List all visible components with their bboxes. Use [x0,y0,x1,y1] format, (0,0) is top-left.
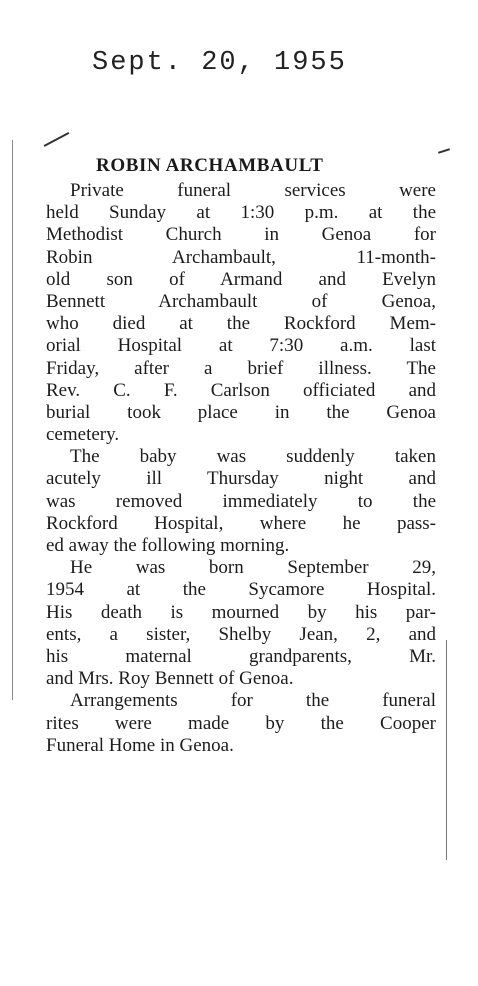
text-line: His death is mourned by his par- [46,601,436,623]
text-line: his maternal grandparents, Mr. [46,645,436,667]
text-line: ents, a sister, Shelby Jean, 2, and [46,623,436,645]
text-line: orial Hospital at 7:30 a.m. last [46,335,436,357]
obituary-headline: ROBIN ARCHAMBAULT [96,155,324,176]
text-line: Robin Archambault, 11-month- [46,246,436,268]
text-line: ed away the following morning. [46,535,290,556]
text-line: Funeral Home in Genoa. [46,734,234,756]
text-line: He was born September 29, [70,557,436,579]
text-line: 1954 at the Sycamore Hospital. [46,579,436,601]
obituary-body [46,180,436,757]
text-line: and Mrs. Roy Bennett of Genoa. [46,668,294,690]
text-line: Methodist Church in Genoa for [46,224,436,246]
scan-edge-line-right [446,640,447,860]
text-line: The baby was suddenly taken [70,446,436,468]
text-line: cemetery. [46,424,120,446]
text-line: Bennett Archambault of Genoa, [46,290,436,312]
text-line: old son of Armand and Evelyn [46,268,436,290]
text-line: acutely ill Thursday night and [46,468,436,490]
text-line: rites were made by the Cooper [46,712,436,734]
text-line: held Sunday at 1:30 p.m. at the [46,202,436,224]
text-line: Rockford Hospital, where he pass- [46,512,436,534]
text-line: was removed immediately to the [46,490,436,512]
paragraph-2 [46,446,436,557]
paragraph-1 [46,180,436,446]
text-line: Private funeral services were [70,180,436,201]
text-line: Arrangements for the funeral [70,690,436,712]
clipping-corner-mark-right [438,148,450,154]
paragraph-3 [46,557,436,690]
scan-edge-line-left [12,140,13,700]
clipping-date: Sept. 20, 1955 [92,48,347,78]
text-line: Rev. C. F. Carlson officiated and [46,379,436,401]
text-line: who died at the Rockford Mem- [46,313,436,335]
text-line: Friday, after a brief illness. The [46,357,436,379]
text-line: burial took place in the Genoa [46,401,436,423]
paragraph-4 [46,690,436,757]
clipping-corner-mark-left [44,132,69,146]
